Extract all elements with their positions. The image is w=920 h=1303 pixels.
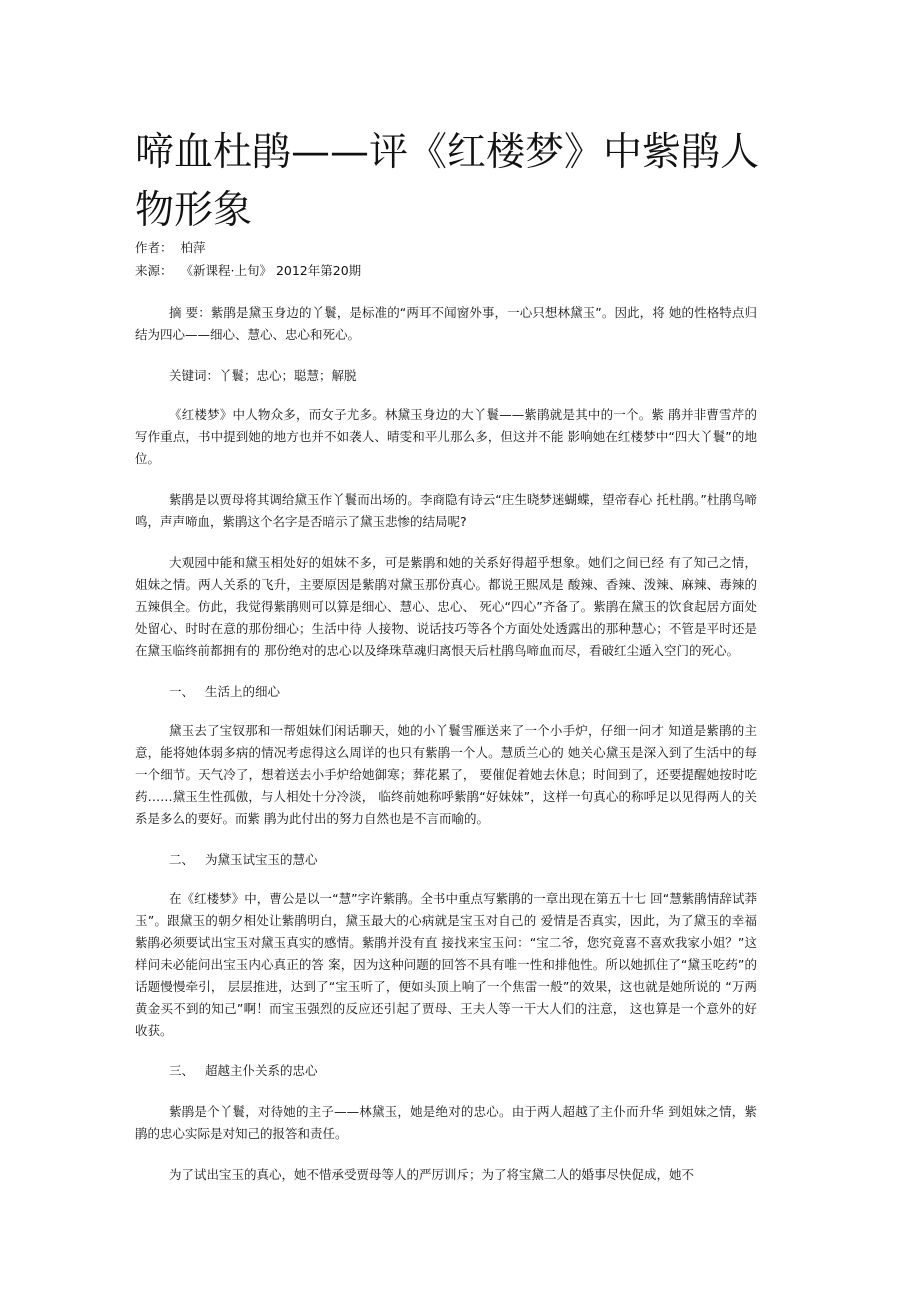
section-paragraph: 在《红楼梦》中，曹公是以一“慧”字许紫鹃。全书中重点写紫鹃的一章出现在第五十七 回“慧紫鹃情辞试莽玉”。跟黛玉的朝夕相处让紫鹃明白，黛玉最大的心病就是宝玉对自己的 爱情是否真实，因此，为了黛玉的幸福紫鹃必须要试出宝玉对黛玉真实的感情。紫鹃并没有直 接找来宝玉问：“宝二爷，您究竟喜不喜欢我家小姐？”这样问未必能问出宝玉内心真正的答 案，因为这种问题的回答不具有唯一性和排他性。所以她抓住了“黛玉吃药”的话题慢慢牵引， 层层推进，达到了“宝玉听了，便如头顶上响了一个焦雷一般”的效果，这也就是她所说的 “万两黄金买不到的知己”啊！而宝玉强烈的反应还引起了贾母、王夫人等一干大人们的注意， 这也算是一个意外的好收获。 — [135, 891, 757, 1038]
section-number: 二、 — [169, 852, 195, 867]
section-title: 超越主仆关系的忠心 — [205, 1063, 318, 1078]
source-text: 《新课程·上旬》 2012年第20期 — [180, 263, 362, 278]
section-number: 三、 — [169, 1063, 195, 1078]
section-paragraph: 紫鹃是个丫鬟，对待她的主子——林黛玉，她是绝对的忠心。由于两人超越了主仆而升华 到姐妹之情，紫鹃的忠心实际是对知己的报答和责任。 — [135, 1104, 757, 1141]
section-number: 一、 — [169, 684, 195, 699]
article-title: 啼血杜鹃——评《红楼梦》中紫鹃人物形象 — [135, 130, 760, 233]
section-title: 为黛玉试宝玉的慧心 — [205, 852, 318, 867]
section-heading — [169, 1061, 318, 1081]
source-label: 来源： — [135, 263, 173, 278]
section-title: 生活上的细心 — [205, 684, 281, 699]
intro-paragraph: 大观园中能和黛玉相处好的姐妹不多，可是紫鹃和她的关系好得超乎想象。她们之间已经 有了知己之情，姐妹之情。两人关系的飞升，主要原因是紫鹃对黛玉那份真心。都说王熙凤是 酸辣、香辣、泼辣、麻辣、毒辣的五辣俱全。仿此，我觉得紫鹃则可以算是细心、慧心、忠心、 死心“四心”齐备了。紫鹃在黛玉的饮食起居方面处处留心、时时在意的那份细心；生活中待 人接物、说话技巧等各个方面处处透露出的那种慧心；不管是平时还是在黛玉临终前都拥有的 那份绝对的忠心以及绛珠草魂归离恨天后杜鹃鸟啼血而尽，看破红尘遁入空门的死心。 — [135, 555, 757, 658]
intro-paragraph: 紫鹃是以贾母将其调给黛玉作丫鬟而出场的。李商隐有诗云“庄生晓梦迷蝴蝶，望帝春心 托杜鹃。”杜鹃鸟啼鸣，声声啼血，紫鹃这个名字是否暗示了黛玉悲惨的结局呢? — [135, 492, 757, 529]
keywords-paragraph: 关键词：丫鬟；忠心；聪慧；解脱 — [169, 368, 357, 383]
section-paragraph: 为了试出宝玉的真心，她不惜承受贾母等人的严厉训斥；为了将宝黛二人的婚事尽快促成，她不 — [169, 1167, 695, 1182]
section-heading — [169, 850, 318, 870]
author-name: 柏萍 — [180, 240, 206, 255]
source-line — [135, 261, 361, 281]
author-line — [135, 238, 206, 258]
section-paragraph: 黛玉去了宝钗那和一帮姐妹们闲话聊天，她的小丫鬟雪雁送来了一个小手炉，仔细一问才 知道是紫鹃的主意，能将她体弱多病的情况考虑得这么周详的也只有紫鹃一个人。慧质兰心的 她关心黛玉是深入到了生活中的每一个细节。天气冷了，想着送去小手炉给她御寒；葬花累了， 要催促着她去休息；时间到了，还要提醒她按时吃药……黛玉生性孤傲，与人相处十分冷淡， 临终前她称呼紫鹃“好妹妹”，这样一句真心的称呼足以见得两人的关系是多么的要好。而紫 鹃为此付出的努力自然也是不言而喻的。 — [135, 723, 757, 826]
intro-paragraph: 《红楼梦》中人物众多，而女子尤多。林黛玉身边的大丫鬟——紫鹃就是其中的一个。紫 鹃并非曹雪芹的写作重点，书中提到她的地方也并不如袭人、晴雯和平儿那么多，但这并不能 影响她在红楼梦中“四大丫鬟”的地位。 — [135, 407, 757, 466]
abstract-paragraph: 摘 要：紫鹃是黛玉身边的丫鬟，是标准的“两耳不闻窗外事，一心只想林黛玉”。因此，将 她的性格特点归结为四心——细心、慧心、忠心和死心。 — [135, 305, 757, 342]
section-heading — [169, 682, 280, 702]
author-label: 作者： — [135, 240, 173, 255]
